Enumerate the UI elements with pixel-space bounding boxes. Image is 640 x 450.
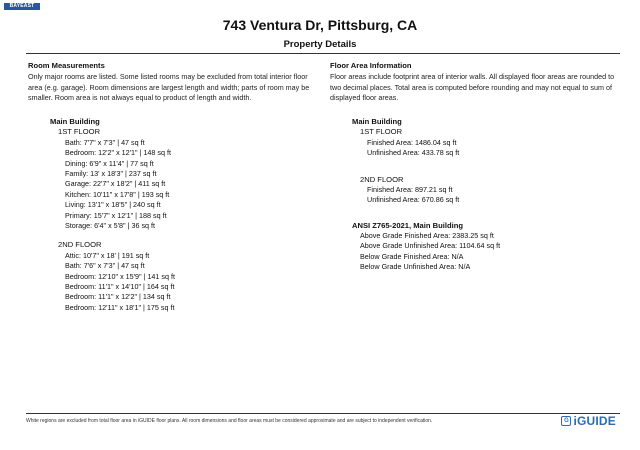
header-divider	[26, 53, 620, 54]
ansi-heading: ANSI Z765-2021, Main Building	[352, 220, 463, 230]
room-row: Bedroom: 12'2" x 12'1" | 148 sq ft	[65, 148, 172, 158]
iguide-brand-text: iGUIDE	[573, 414, 616, 428]
ansi-row: Above Grade Finished Area: 2383.25 sq ft	[360, 231, 494, 240]
room-row: Bedroom: 11'1" x 12'2" | 134 sq ft	[65, 292, 171, 302]
floor-area-section	[330, 61, 620, 273]
floor-label-2nd: 2ND FLOOR	[58, 240, 102, 250]
ansi-row: Below Grade Finished Area: N/A	[360, 251, 464, 261]
ansi-row: Below Grade Unfinished Area: N/A	[360, 262, 471, 272]
finished-area-row: Finished Area: 897.21 sq ft	[367, 184, 453, 194]
room-row: Primary: 15'7" x 12'1" | 188 sq ft	[65, 210, 167, 220]
floor-area-note: Floor areas include footprint area of interior walls. All displayed floor areas are rounded to two decimal places. Total area is computed before rounding and may not equal to sum of displayed floor areas.	[330, 72, 615, 102]
property-address-title: 743 Ventura Dr, Pittsburg, CA	[222, 17, 418, 33]
finished-area-row: Finished Area: 1486.04 sq ft	[367, 137, 457, 147]
room-row: Storage: 6'4" x 5'8" | 36 sq ft	[65, 221, 156, 231]
room-row: Attic: 10'7" x 18' | 191 sq ft	[65, 250, 150, 260]
room-measurements-note: Only major rooms are listed. Some listed rooms may be excluded from total interior floor area (e.g. garage). Room dimensions are largest length and width; parts of room may be smaller. Room area is not always equal to product of length and width.	[28, 72, 310, 102]
brokerage-logo: BAYEAST	[4, 3, 40, 10]
ansi-row: Above Grade Unfinished Area: 1104.64 sq ft	[360, 241, 501, 251]
room-row: Dining: 6'9" x 11'4" | 77 sq ft	[65, 158, 154, 168]
iguide-logo-icon: G	[561, 416, 571, 426]
main-building-label: Main Building	[352, 117, 402, 127]
unfinished-area-row: Unfinished Area: 433.78 sq ft	[367, 148, 460, 158]
room-measurements-heading: Room Measurements	[28, 61, 105, 70]
footer-divider	[26, 413, 620, 414]
floor-label-1st: 1ST FLOOR	[360, 127, 403, 137]
room-row: Bath: 7'7" x 7'3" | 47 sq ft	[65, 137, 145, 147]
floor-label-1st: 1ST FLOOR	[58, 127, 101, 137]
room-measurements-section	[28, 61, 310, 313]
room-row: Family: 13' x 18'3" | 237 sq ft	[65, 169, 157, 178]
room-row: Living: 13'1" x 18'5" | 240 sq ft	[65, 200, 161, 210]
page-subtitle: Property Details	[283, 39, 357, 50]
room-row: Bedroom: 12'10" x 15'9" | 141 sq ft	[65, 271, 176, 281]
room-row: Bedroom: 11'1" x 14'10" | 164 sq ft	[65, 281, 175, 291]
room-row: Bath: 7'6" x 7'3" | 47 sq ft	[65, 261, 145, 271]
floor-label-2nd: 2ND FLOOR	[360, 174, 404, 184]
room-row: Kitchen: 10'11" x 17'8" | 193 sq ft	[65, 189, 170, 199]
room-row: Garage: 22'7" x 18'2" | 411 sq ft	[65, 179, 166, 189]
floor-area-heading: Floor Area Information	[330, 61, 412, 70]
main-building-label: Main Building	[50, 117, 100, 127]
room-row: Bedroom: 12'11" x 18'1" | 175 sq ft	[65, 302, 175, 312]
footer-disclaimer: White regions are excluded from total floor area in iGUIDE floor plans. All room dimensions and floor areas must be considered approximate and are subject to independent verification.	[26, 418, 433, 424]
unfinished-area-row: Unfinished Area: 670.86 sq ft	[367, 195, 460, 205]
iguide-brand	[561, 414, 616, 428]
